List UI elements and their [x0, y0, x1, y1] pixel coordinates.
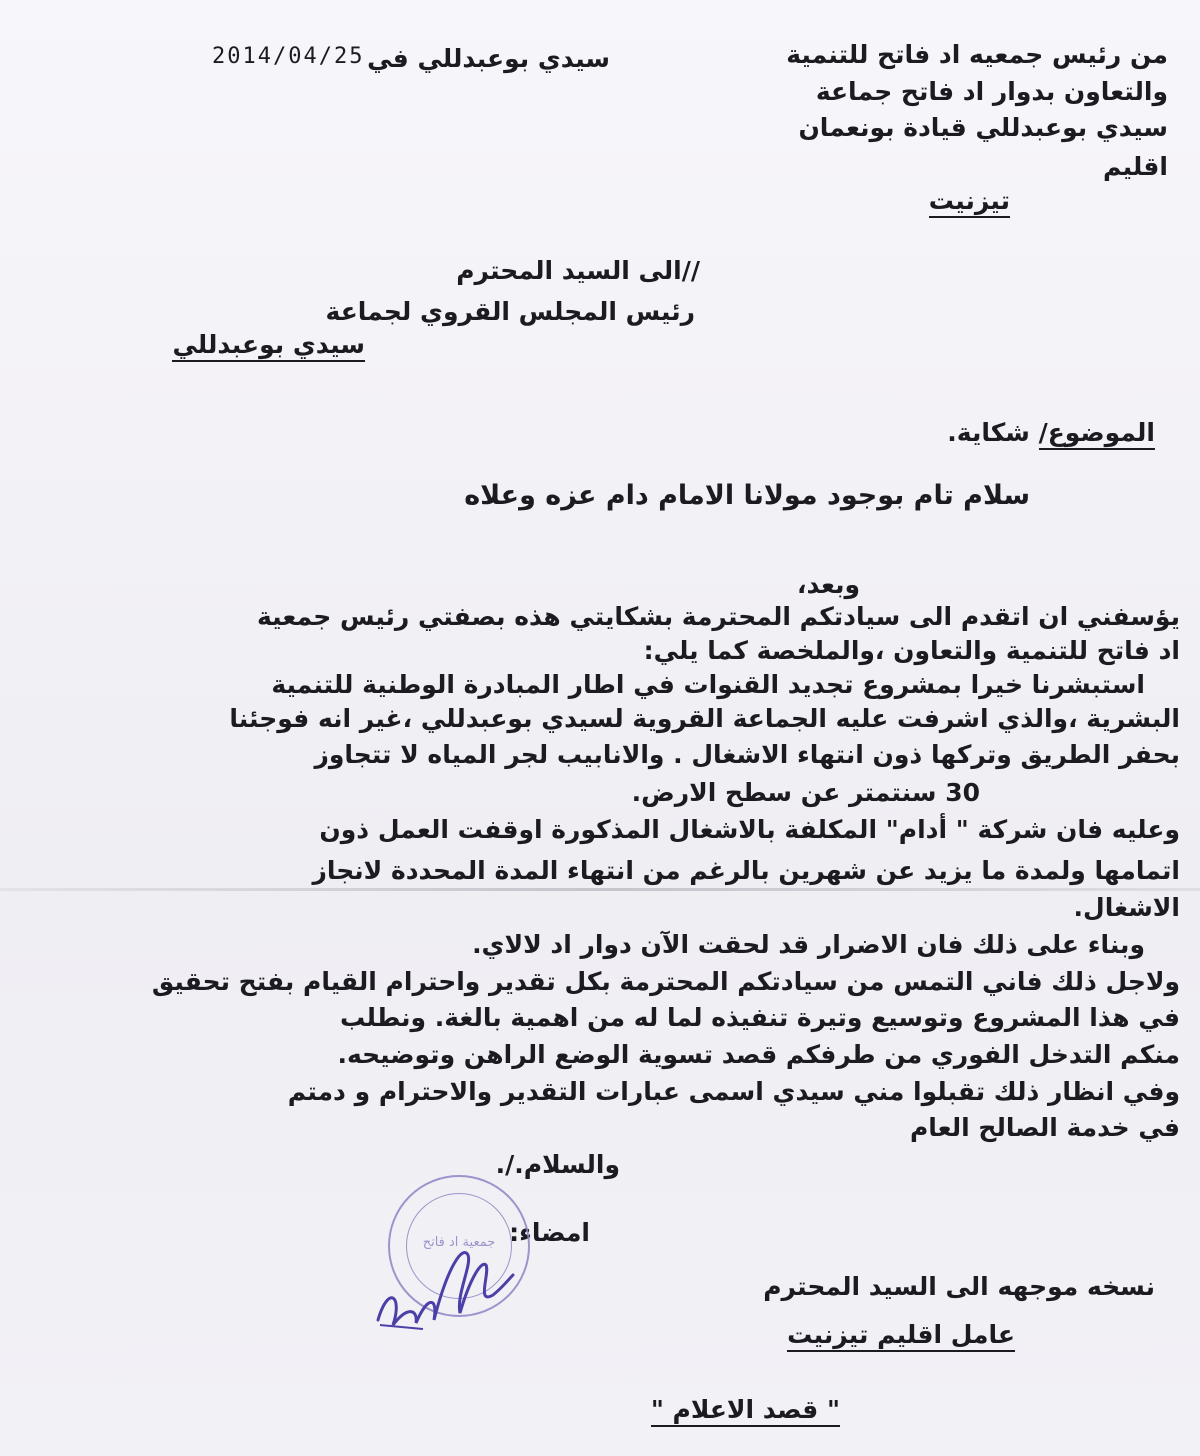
body-line-8: وعليه فان شركة " أدام" المكلفة بالاشغال المذكورة اوقفت العمل ذون [319, 815, 1180, 844]
sender-line-5: تيزنيت [929, 186, 1010, 218]
body-line-13: في هذا المشروع وتوسيع وتيرة تنفيذه لما له من اهمية بالغة. ونطلب [340, 1003, 1180, 1032]
copy-line-2: عامل اقليم تيزنيت [787, 1320, 1015, 1352]
body-line-15: وفي انظار ذلك تقبلوا مني سيدي اسمى عبارات التقدير والاحترام و دمتم [287, 1077, 1180, 1106]
sender-line-1: من رئيس جمعيه اد فاتح للتنمية [786, 40, 1168, 69]
handwritten-signature [368, 1225, 518, 1345]
subject-line [947, 418, 1155, 447]
body-line-11: وبناء على ذلك فان الاضرار قد لحقت الآن دوار اد لالاي. [472, 930, 1145, 959]
copy-line-3: " قصد الاعلام " [651, 1395, 840, 1427]
body-line-4: استبشرنا خيرا بمشروع تجديد القنوات في اطار المبادرة الوطنية للتنمية [271, 670, 1145, 699]
body-line-7: 30 سنتمتر عن سطح الارض. [631, 778, 980, 807]
body-line-12: ولاجل ذلك فاني التمس من سيادتكم المحترمة بكل تقدير واحترام القيام بفتح تحقيق [151, 967, 1180, 996]
subject-label: الموضوع/ [1039, 418, 1155, 450]
recipient-line-2: رئيس المجلس القروي لجماعة [325, 297, 695, 326]
body-line-16: في خدمة الصالح العام [909, 1113, 1180, 1142]
paper-fold-line [0, 888, 1200, 891]
recipient-line-3: سيدي بوعبدللي [172, 330, 365, 362]
signature-label: امضاء: [509, 1218, 590, 1247]
subject-value: شكاية. [947, 418, 1030, 447]
body-line-2: يؤسفني ان اتقدم الى سيادتكم المحترمة بشكايتي هذه بصفتي رئيس جمعية [257, 602, 1180, 631]
body-line-10: الاشغال. [1073, 893, 1180, 922]
recipient-line-1: //الى السيد المحترم [456, 256, 700, 285]
stamp-text: جمعية اد فاتح [422, 1235, 496, 1250]
sender-line-4: اقليم [1103, 152, 1168, 181]
body-line-17: والسلام./. [495, 1150, 620, 1179]
copy-line-1: نسخه موجهه الى السيد المحترم [763, 1272, 1155, 1301]
sender-line-2: والتعاون بدوار اد فاتح جماعة [815, 77, 1168, 106]
sender-line-3: سيدي بوعبدللي قيادة بونعمان [798, 113, 1168, 142]
body-line-14: منكم التدخل الفوري من طرفكم قصد تسوية الوضع الراهن وتوضيحه. [337, 1040, 1180, 1069]
letter-date: 2014/04/25 [212, 44, 365, 69]
body-line-1: وبعد، [797, 570, 860, 599]
body-line-9: اتمامها ولمدة ما يزيد عن شهرين بالرغم من انتهاء المدة المحددة لانجاز [312, 856, 1180, 885]
body-line-3: اد فاتح للتنمية والتعاون ،والملخصة كما يلي: [643, 636, 1180, 665]
greeting: سلام تام بوجود مولانا الامام دام عزه وعلاه [464, 480, 1030, 511]
body-line-5: البشرية ،والذي اشرفت عليه الجماعة القروية لسيدي بوعبدللي ،غير انه فوجئنا [229, 704, 1180, 733]
body-line-6: بحفر الطريق وتركها ذون انتهاء الاشغال . والانابيب لجر المياه لا تتجاوز [314, 740, 1180, 769]
letter-place: سيدي بوعبدللي في [367, 44, 610, 73]
